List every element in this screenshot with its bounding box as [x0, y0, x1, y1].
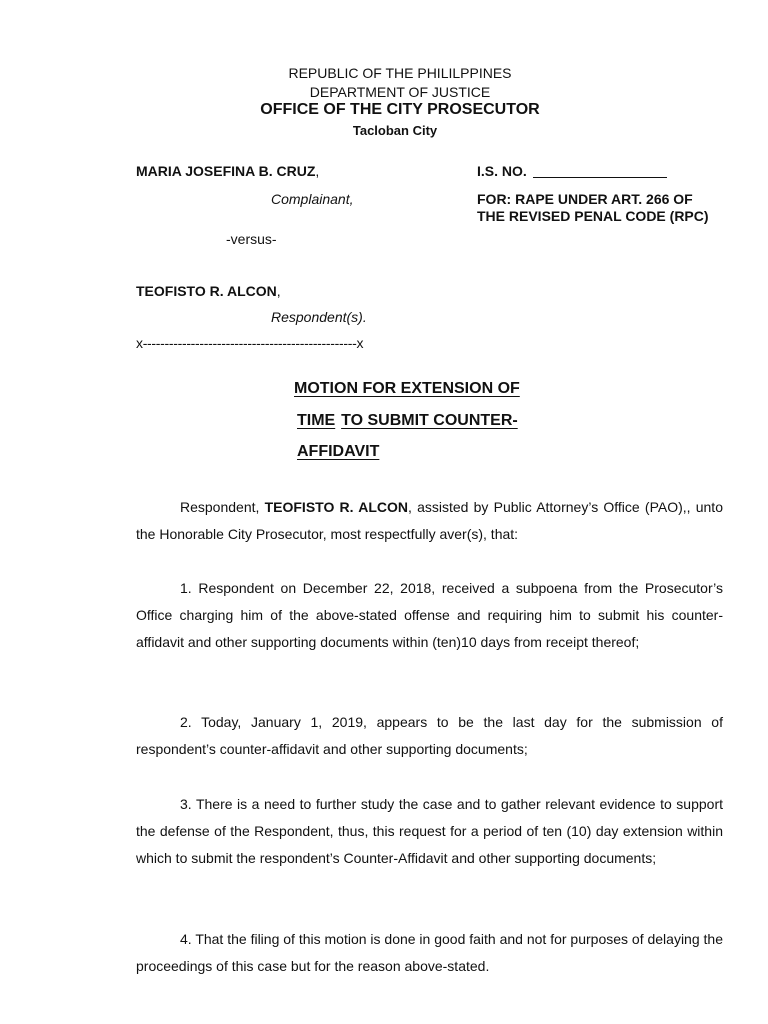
- header-city: Tacloban City: [352, 123, 438, 138]
- charge-line-2: THE REVISED PENAL CODE (RPC): [477, 208, 709, 224]
- complainant-role: Complainant,: [271, 191, 354, 207]
- motion-title-submit: TO SUBMIT COUNTER-: [341, 412, 518, 429]
- intro-respondent-name: TEOFISTO R. ALCON: [264, 499, 408, 515]
- respondent-name: TEOFISTO R. ALCON: [136, 283, 277, 299]
- respondent-suffix: ,: [276, 283, 281, 299]
- caption-separator: x-------------------------------------------------x: [136, 335, 364, 351]
- paragraph-2: 2. Today, January 1, 2019, appears to be the last day for the submission of respondent’s counter-affidavit and other supporting documents;: [136, 714, 723, 757]
- versus-text: -versus-: [226, 231, 277, 247]
- motion-title-line-3: AFFIDAVIT: [297, 443, 380, 460]
- header-republic: REPUBLIC OF THE PHILILPPINES: [288, 65, 512, 81]
- respondent-block: [136, 283, 281, 299]
- paragraph-3: 3. There is a need to further study the case and to gather relevant evidence to support the defense of the Respondent, thus, this request for a period of ten (10) day extension within which to submit the respondent’s Counter-Affidavit and other supporting documents;: [136, 796, 723, 866]
- intro-paragraph: [136, 494, 723, 548]
- motion-title-time: TIME: [297, 412, 336, 429]
- complainant-name: MARIA JOSEFINA B. CRUZ: [136, 163, 316, 179]
- paragraph-4: 4. That the filing of this motion is done in good faith and not for purposes of delaying the proceedings of this case but for the reason above-stated.: [136, 931, 723, 974]
- intro-post: , assisted by Public Attorney’s Office (PAO),, unto the Honorable City Prosecutor, most respectfully aver(s), that:: [136, 499, 723, 542]
- paragraph-1: 1. Respondent on December 22, 2018, received a subpoena from the Prosecutor’s Office charging him of the above-stated offense and requiring him to submit his counter-affidavit and other supporting documents within (ten)10 days from receipt thereof;: [136, 580, 723, 650]
- intro-pre: Respondent,: [180, 499, 265, 515]
- header-office: OFFICE OF THE CITY PROSECUTOR: [260, 101, 540, 118]
- header-department: DEPARTMENT OF JUSTICE: [309, 84, 491, 100]
- charge-line-1: FOR: RAPE UNDER ART. 266 OF: [477, 191, 693, 207]
- complainant-suffix: ,: [315, 163, 320, 179]
- is-no-blank: [533, 163, 667, 178]
- is-no-label: I.S. NO.: [477, 163, 527, 179]
- is-no-block: [477, 163, 667, 179]
- motion-title-line-2: [297, 412, 518, 430]
- motion-title-line-1: MOTION FOR EXTENSION OF: [294, 380, 520, 397]
- complainant-block: [136, 163, 319, 179]
- respondent-role: Respondent(s).: [271, 309, 367, 325]
